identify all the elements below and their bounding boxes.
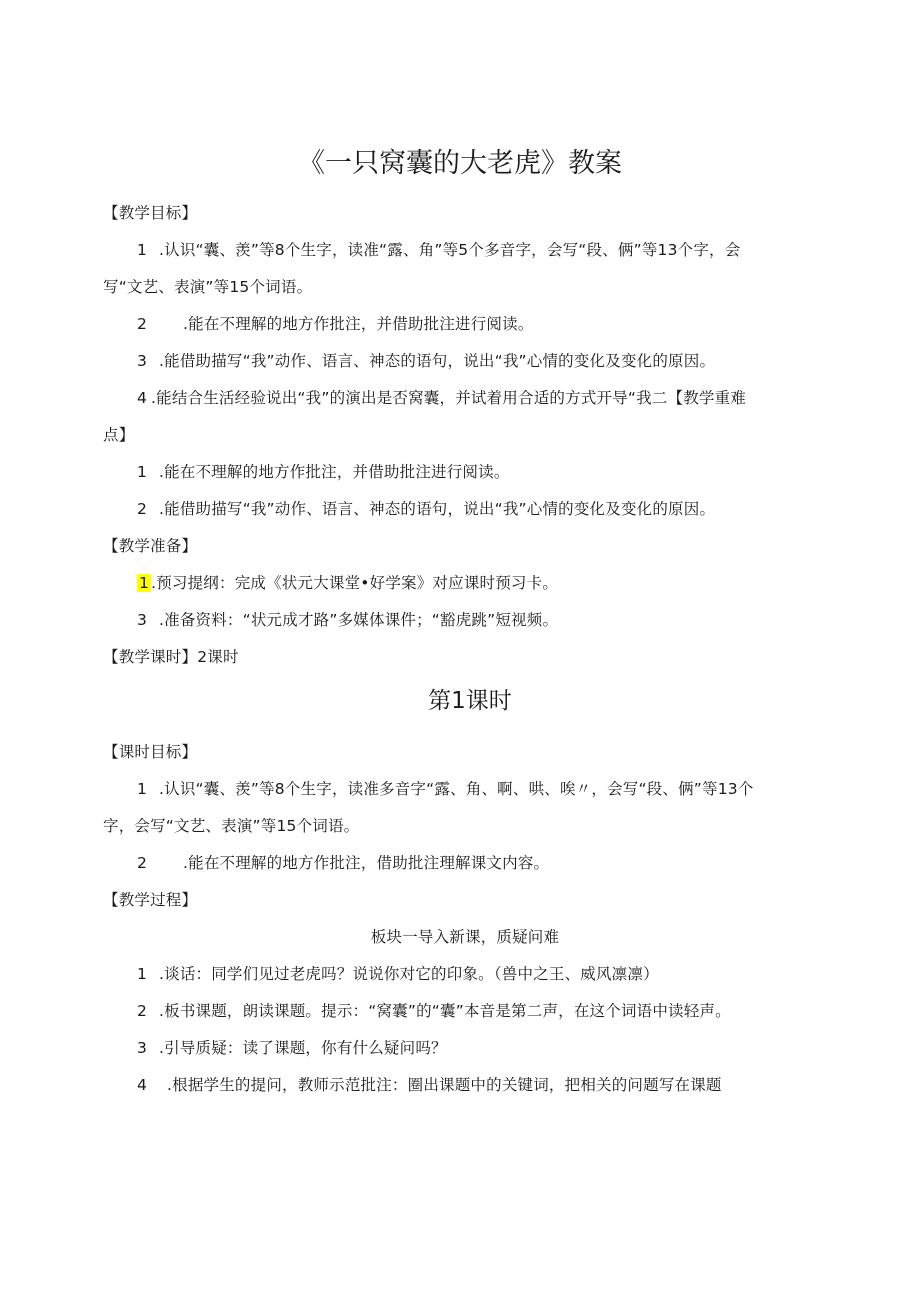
- prep-item-3: [137, 609, 558, 631]
- item-text: .能在不理解的地方作批注，并借助批注进行阅读。: [183, 315, 534, 333]
- teaching-hours: 【教学课时】2课时: [103, 648, 239, 666]
- lesson-goal-item-1: [137, 778, 754, 800]
- goal-item-3: [137, 350, 715, 372]
- key-point-item-2: [137, 498, 715, 520]
- item-text: .预习提纲：完成《状元大课堂•好学案》对应课时预习卡。: [151, 574, 559, 592]
- item-number: 2: [137, 1002, 148, 1020]
- section-heading-goals: 【教学目标】: [103, 204, 198, 222]
- item-text: .能借助描写“我”动作、语言、神态的语句，说出“我”心情的变化及变化的原因。: [159, 500, 716, 518]
- lesson-heading: 第1课时: [428, 688, 512, 714]
- process-step-2: [137, 1000, 731, 1022]
- lesson-goal-item-1-continued: 字，会写“文艺、表演”等15个词语。: [103, 817, 360, 835]
- item-text: .准备资料：“状元成才路”多媒体课件；“豁虎跳”短视频。: [159, 611, 559, 629]
- item-number: 3: [137, 352, 148, 370]
- prep-item-1: [137, 572, 558, 594]
- block-title: 板块一导入新课，质疑问难: [370, 928, 560, 946]
- item-text: .板书课题，朗读课题。提示：“窝囊”的“囊”本音是第二声，在这个词语中读轻声。: [159, 1002, 731, 1020]
- section-heading-lesson-goals: 【课时目标】: [103, 743, 198, 761]
- item-number: 3: [137, 611, 148, 629]
- goal-item-4-continued: 点】: [103, 426, 135, 444]
- process-step-4: [137, 1074, 722, 1096]
- goal-item-1-continued: 写“文艺、表演”等15个词语。: [103, 278, 313, 296]
- item-text: .根据学生的提问，教师示范批注：圈出课题中的关键词，把相关的问题写在课题: [167, 1076, 722, 1094]
- item-text: .能结合生活经验说出“我”的演出是否窝囊，并试着用合适的方式开导“我二【教学重难: [151, 389, 747, 407]
- section-heading-prep: 【教学准备】: [103, 537, 198, 555]
- document-title: 《一只窝囊的大老虎》教案: [298, 148, 622, 179]
- item-text: .能在不理解的地方作批注，借助批注理解课文内容。: [183, 854, 550, 872]
- item-number: 2: [137, 315, 148, 333]
- item-number: 1: [137, 965, 148, 983]
- item-number: 4: [137, 389, 148, 407]
- item-number: 1: [137, 241, 148, 259]
- key-point-item-1: [137, 461, 510, 483]
- item-number: 1: [137, 463, 148, 481]
- goal-item-2: [137, 313, 534, 335]
- item-text: .认识“囊、羡”等8个生字，读准多音字“露、角、啊、哄、唉〃，会写“段、俩”等13个: [159, 780, 754, 798]
- item-text: .谈话：同学们见过老虎吗？说说你对它的印象。（兽中之王、威风凛凛）: [159, 965, 659, 983]
- item-number: 1: [137, 780, 148, 798]
- section-heading-process: 【教学过程】: [103, 891, 198, 909]
- item-text: .引导质疑：读了课题，你有什么疑问吗？: [159, 1039, 447, 1057]
- process-step-3: [137, 1037, 447, 1059]
- lesson-goal-item-2: [137, 852, 549, 874]
- goal-item-1: [137, 239, 740, 261]
- item-number: 3: [137, 1039, 148, 1057]
- item-text: .能在不理解的地方作批注，并借助批注进行阅读。: [159, 463, 510, 481]
- goal-item-4: [137, 387, 746, 409]
- item-text: .能借助描写“我”动作、语言、神态的语句，说出“我”心情的变化及变化的原因。: [159, 352, 716, 370]
- highlighted-item-number: 1: [139, 574, 150, 592]
- item-text: .认识“囊、羡”等8个生字，读准“露、角”等5个多音字，会写“段、俩”等13个字，会: [159, 241, 741, 259]
- item-number: 2: [137, 500, 148, 518]
- item-number: 2: [137, 854, 148, 872]
- item-number: 4: [137, 1076, 148, 1094]
- process-step-1: [137, 963, 659, 985]
